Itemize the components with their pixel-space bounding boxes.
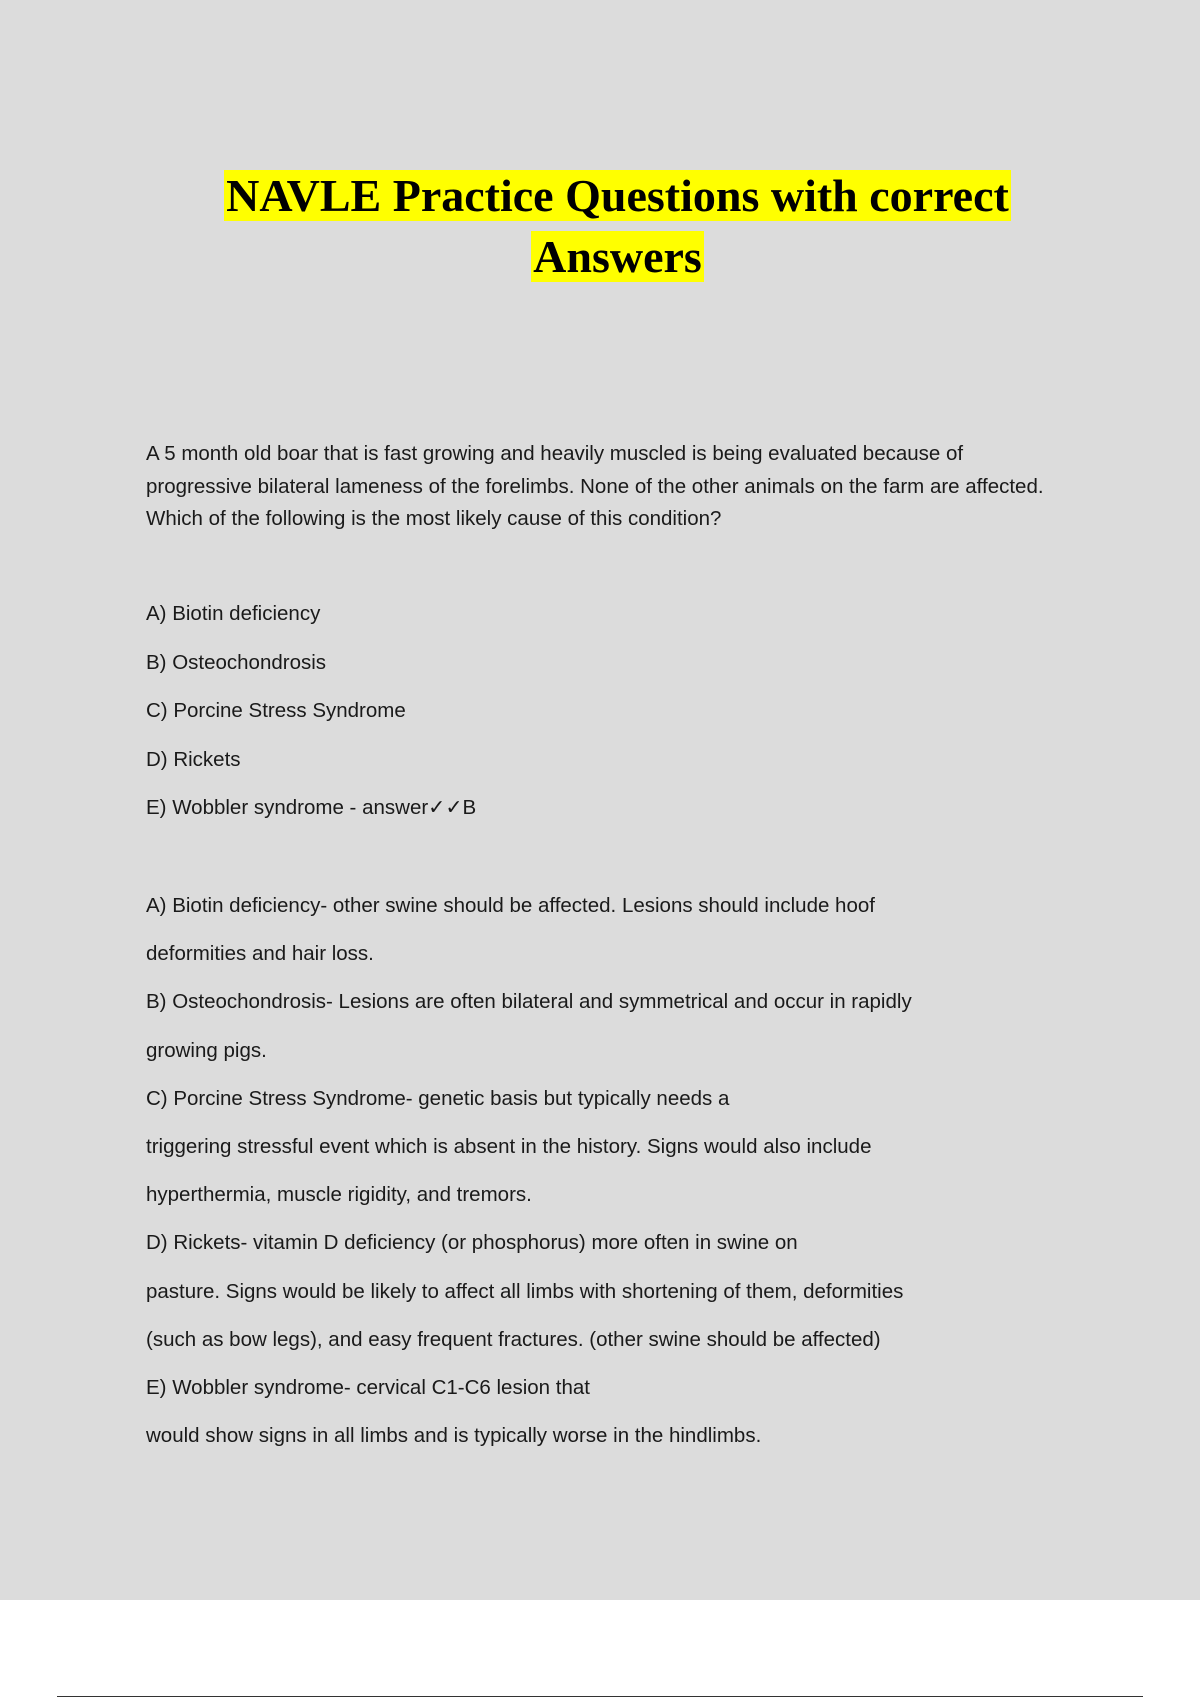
explanation-line: E) Wobbler syndrome- cervical C1-C6 lesion that	[146, 1375, 590, 1399]
explanation-line: C) Porcine Stress Syndrome- genetic basis but typically needs a	[146, 1086, 730, 1110]
title-line-1: NAVLE Practice Questions with correct	[226, 170, 1009, 221]
explanation-line: B) Osteochondrosis- Lesions are often bilateral and symmetrical and occur in rapidly	[146, 990, 912, 1014]
title-line-2: Answers	[533, 231, 702, 282]
footer-divider	[57, 1696, 1143, 1697]
answer-explanations	[146, 890, 912, 1468]
question-text: A 5 month old boar that is fast growing and heavily muscled is being evaluated because of progressive bilateral lameness of the forelimbs. None of the other animals on the farm are affected. Which of the following is the most likely cause of this condition?	[146, 442, 1044, 530]
explanation-line: (such as bow legs), and easy frequent fractures. (other swine should be affected)	[146, 1327, 881, 1351]
document-title	[0, 165, 1200, 287]
option-b: B) Osteochondrosis	[146, 650, 327, 674]
explanation-line: triggering stressful event which is absent in the history. Signs would also include	[146, 1134, 872, 1158]
option-c: C) Porcine Stress Syndrome	[146, 699, 406, 722]
option-e-with-answer: E) Wobbler syndrome - answer✓✓B	[146, 796, 477, 819]
explanation-line: A) Biotin deficiency- other swine should be affected. Lesions should include hoof	[146, 894, 875, 917]
explanation-line: deformities and hair loss.	[146, 942, 374, 966]
explanation-line: growing pigs.	[146, 1038, 267, 1062]
explanation-line: would show signs in all limbs and is typically worse in the hindlimbs.	[146, 1424, 762, 1448]
option-a: A) Biotin deficiency	[146, 602, 321, 625]
answer-options	[146, 598, 476, 841]
option-d: D) Rickets	[146, 747, 241, 771]
explanation-line: hyperthermia, muscle rigidity, and tremors.	[146, 1183, 532, 1207]
explanation-line: pasture. Signs would be likely to affect all limbs with shortening of them, deformities	[146, 1279, 904, 1303]
explanation-line: D) Rickets- vitamin D deficiency (or phosphorus) more often in swine on	[146, 1231, 798, 1255]
